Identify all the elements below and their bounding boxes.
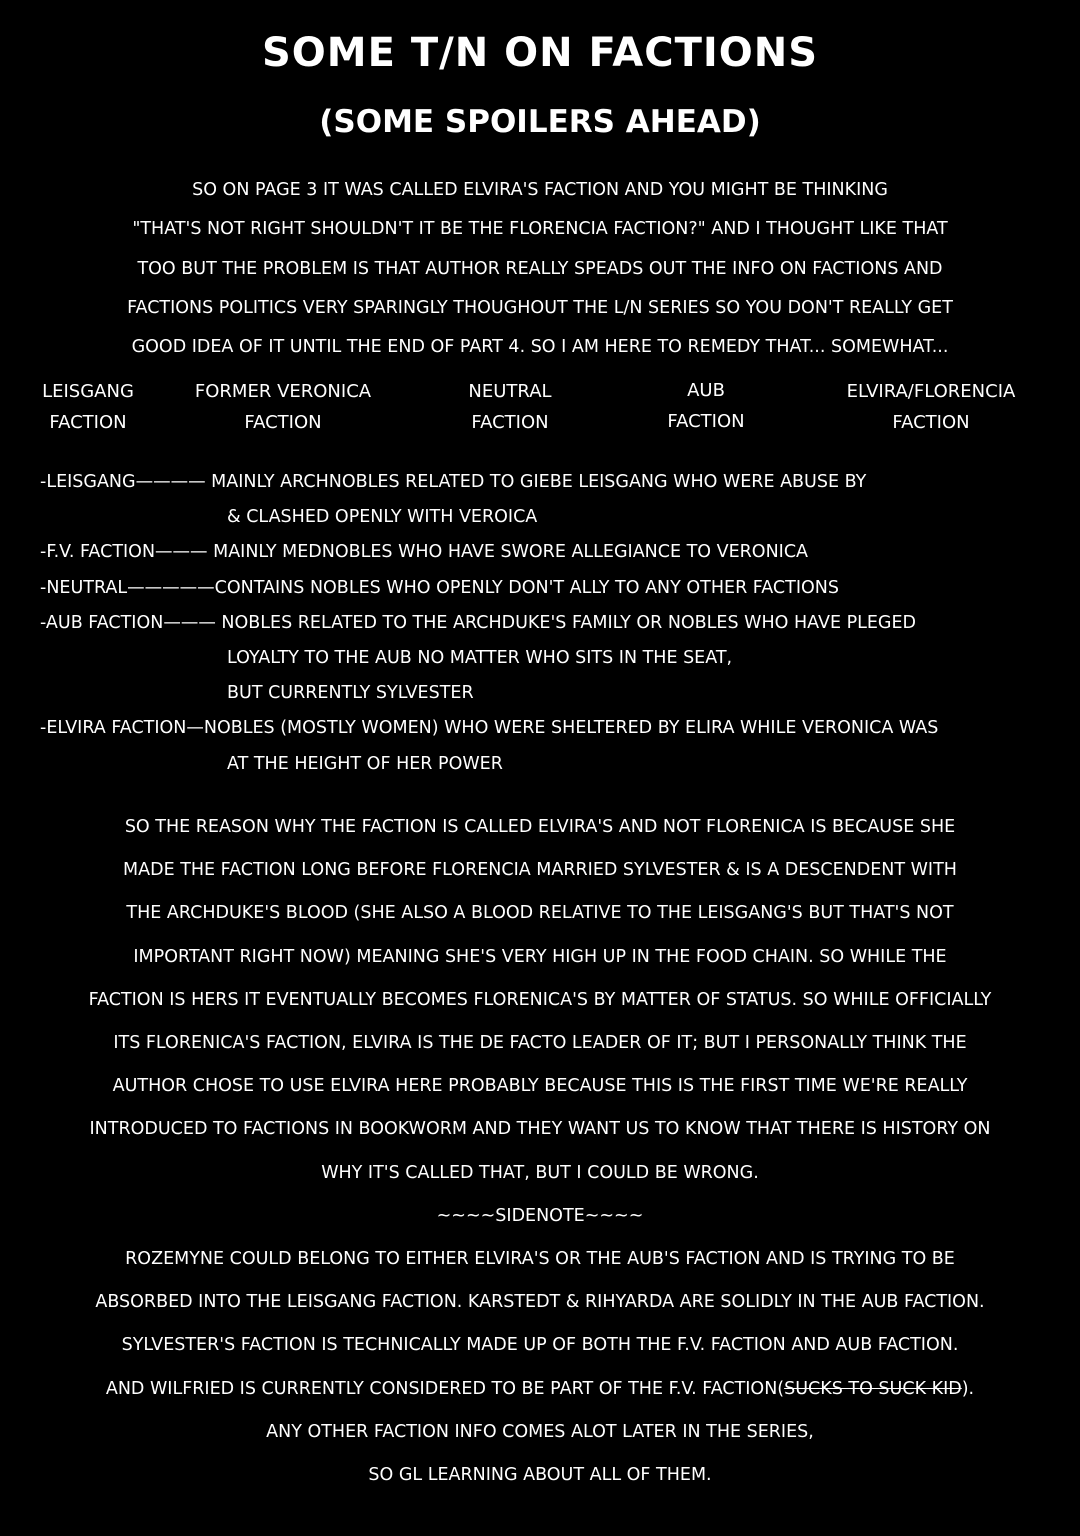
intro-line: TOO BUT THE PROBLEM IS THAT AUTHOR REALLY SPEADS OUT THE INFO ON FACTIONS AND — [137, 258, 943, 279]
faction-heading-line: FACTION — [667, 411, 745, 432]
intro-line: FACTIONS POLITICS VERY SPARINGLY THOUGHOUT THE L/N SERIES SO YOU DON'T REALLY GET — [127, 297, 953, 318]
body-line: INTRODUCED TO FACTIONS IN BOOKWORM AND THEY WANT US TO KNOW THAT THERE IS HISTORY ON — [89, 1119, 991, 1140]
body-line: AUTHOR CHOSE TO USE ELVIRA HERE PROBABLY BECAUSE THIS IS THE FIRST TIME WE'RE REALLY — [112, 1076, 968, 1097]
intro-paragraph — [20, 171, 1060, 367]
intro-line: "THAT'S NOT RIGHT SHOULDN'T IT BE THE FLORENCIA FACTION?" AND I THOUGHT LIKE THAT — [132, 219, 948, 240]
intro-line: GOOD IDEA OF IT UNTIL THE END OF PART 4. SO I AM HERE TO REMEDY THAT... SOMEWHAT... — [131, 337, 949, 358]
wilfried-line-end: ). — [961, 1378, 975, 1399]
definition-line: AT THE HEIGHT OF HER POWER — [227, 753, 503, 774]
faction-heading-line: FACTION — [49, 412, 127, 433]
definition-line-fv: -F.V. FACTION——— MAINLY MEDNOBLES WHO HAVE SWORE ALLEGIANCE TO VERONICA — [40, 542, 809, 563]
definition-line-neutral: -NEUTRAL—————CONTAINS NOBLES WHO OPENLY DON'T ALLY TO ANY OTHER FACTIONS — [40, 577, 839, 598]
definition-line-elvira: -ELVIRA FACTION—NOBLES (MOSTLY WOMEN) WHO WERE SHELTERED BY ELIRA WHILE VERONICA WAS — [40, 718, 939, 739]
body-line: MADE THE FACTION LONG BEFORE FLORENCIA MARRIED SYLVESTER & IS A DESCENDENT WITH — [123, 860, 957, 881]
page-title: SOME T/N ON FACTIONS — [261, 30, 819, 76]
faction-heading-line: ELVIRA/FLORENCIA — [846, 381, 1016, 402]
body-line: ROZEMYNE COULD BELONG TO EITHER ELVIRA'S OR THE AUB'S FACTION AND IS TRYING TO BE — [125, 1249, 955, 1270]
faction-heading-line: FACTION — [471, 412, 549, 433]
faction-heading-leisgang — [38, 376, 138, 438]
body-line: IMPORTANT RIGHT NOW) MEANING SHE'S VERY HIGH UP IN THE FOOD CHAIN. SO WHILE THE — [133, 946, 947, 967]
spoiler-subtitle: (SOME SPOILERS AHEAD) — [319, 104, 761, 140]
faction-heading-elvira-florencia — [832, 376, 1030, 438]
faction-heading-aub — [656, 375, 756, 437]
faction-heading-line: LEISGANG — [42, 381, 134, 402]
body-line: SO THE REASON WHY THE FACTION IS CALLED ELVIRA'S AND NOT FLORENICA IS BECAUSE SHE — [124, 817, 956, 837]
body-line: THE ARCHDUKE'S BLOOD (SHE ALSO A BLOOD RELATIVE TO THE LEISGANG'S BUT THAT'S NOT — [126, 903, 954, 924]
faction-definitions — [40, 465, 1050, 782]
faction-heading-line: FACTION — [244, 412, 322, 433]
intro-line: SO ON PAGE 3 IT WAS CALLED ELVIRA'S FACTION AND YOU MIGHT BE THINKING — [192, 180, 888, 200]
body-line: ITS FLORENICA'S FACTION, ELVIRA IS THE DE FACTO LEADER OF IT; BUT I PERSONALLY THINK THE — [113, 1033, 967, 1054]
definition-line: BUT CURRENTLY SYLVESTER — [227, 683, 474, 704]
faction-heading-line: NEUTRAL — [468, 381, 552, 402]
faction-heading-line: AUB — [687, 380, 725, 401]
wilfried-line — [20, 1368, 1060, 1411]
closing-line: SO GL LEARNING ABOUT ALL OF THEM. — [368, 1465, 712, 1486]
sidenote-divider: ~~~~SIDENOTE~~~~ — [436, 1205, 644, 1226]
body-line: FACTION IS HERS IT EVENTUALLY BECOMES FLORENICA'S BY MATTER OF STATUS. SO WHILE OFFICIALLY — [88, 989, 992, 1010]
faction-heading-neutral — [456, 376, 564, 438]
body-line: WHY IT'S CALLED THAT, BUT I COULD BE WRONG. — [321, 1162, 759, 1183]
faction-heading-line: FACTION — [892, 412, 970, 433]
definition-line: LOYALTY TO THE AUB NO MATTER WHO SITS IN THE SEAT, — [227, 648, 733, 669]
definition-line-aub: -AUB FACTION——— NOBLES RELATED TO THE ARCHDUKE'S FAMILY OR NOBLES WHO HAVE PLEGED — [40, 612, 917, 633]
definition-line-leisgang: -LEISGANG———— MAINLY ARCHNOBLES RELATED TO GIEBE LEISGANG WHO WERE ABUSE BY — [40, 472, 867, 492]
closing-line: ANY OTHER FACTION INFO COMES ALOT LATER IN THE SERIES, — [266, 1421, 814, 1442]
faction-heading-former-veronica — [185, 376, 381, 438]
body-line: SYLVESTER'S FACTION IS TECHNICALLY MADE UP OF BOTH THE F.V. FACTION AND AUB FACTION. — [121, 1335, 959, 1356]
explanation-paragraph — [20, 806, 1060, 1497]
wilfried-line-text: AND WILFRIED IS CURRENTLY CONSIDERED TO BE PART OF THE F.V. FACTION( — [105, 1378, 785, 1399]
struck-through-aside: SUCKS TO SUCK KID — [784, 1378, 962, 1399]
definition-line: & CLASHED OPENLY WITH VEROICA — [227, 507, 538, 528]
faction-heading-line: FORMER VERONICA — [194, 381, 372, 402]
body-line: ABSORBED INTO THE LEISGANG FACTION. KARSTEDT & RIHYARDA ARE SOLIDLY IN THE AUB FACTION. — [95, 1292, 985, 1313]
